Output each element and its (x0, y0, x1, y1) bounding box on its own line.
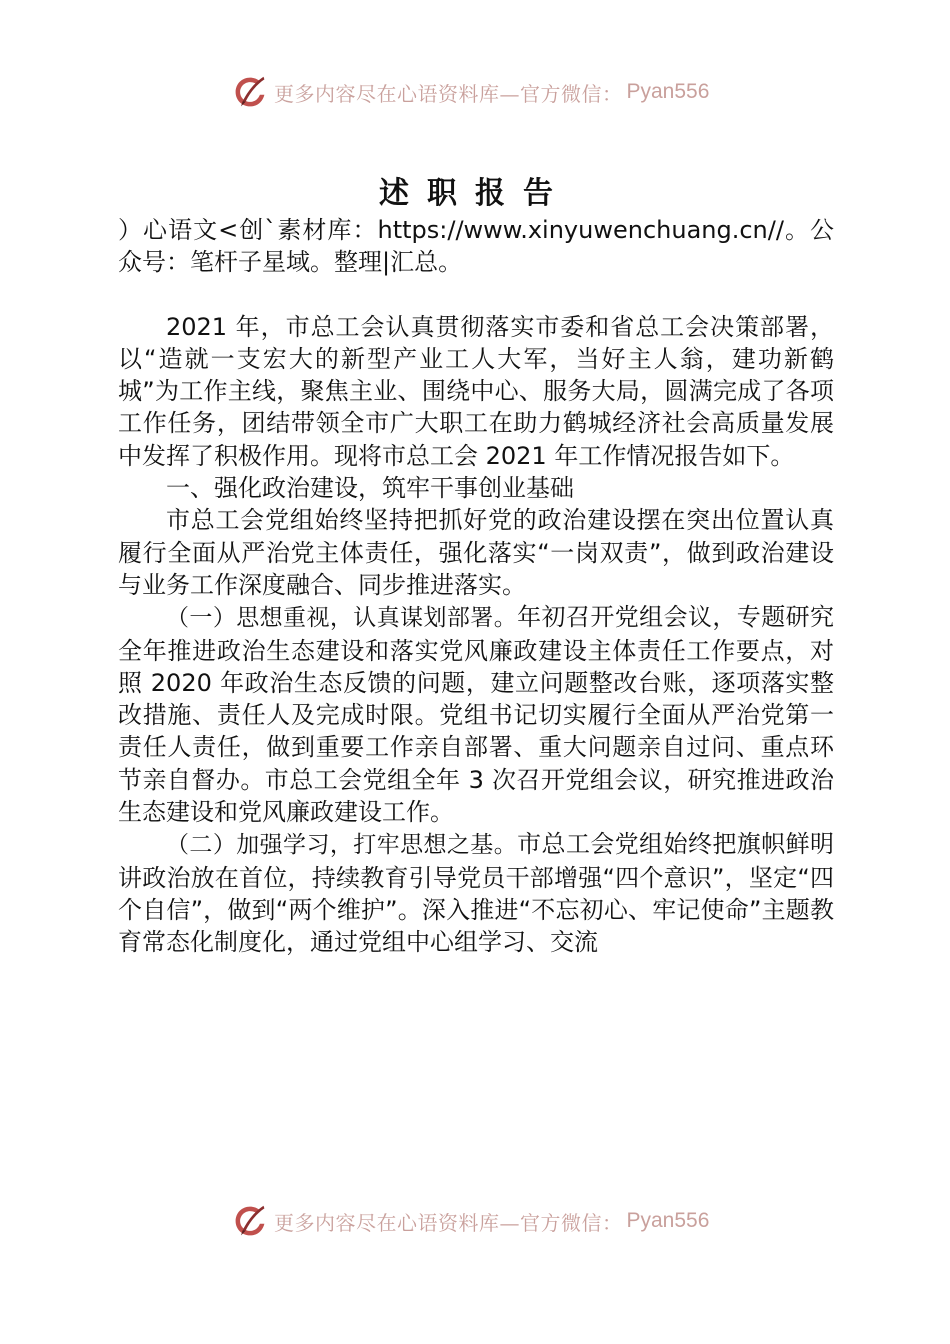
subsection-heading-1: （一）思想重视，认真谋划部署。 (166, 605, 518, 632)
document-title: 述职报告 (379, 176, 571, 211)
subsection-text-1: 年初召开党组会议，专题研究全年推进政治生态建设和落实党风廉政建设主体责任工作要点，对照 2020 年政治生态反馈的问题，建立问题整改台账，逐项落实整改措施、责任人及完成时限。党组书记切实履行全面从严治党第一责任人责任，做到重要工作亲自部署、重大问题亲自过问、重点环节亲自督办。市总工会党组全年 3 次召开党组会议，研究推进政治生态建设和党风廉政建设工作。 (118, 603, 835, 827)
quill-logo-icon (232, 1203, 268, 1239)
subsection-paragraph-1 (118, 601, 834, 828)
watermark-text: 更多内容尽在心语资料库—官方微信： (274, 1210, 623, 1235)
section-heading: 一、强化政治建设，筑牢干事创业基础 (166, 474, 574, 503)
quill-logo-icon (232, 74, 268, 110)
watermark-footer (232, 1201, 709, 1241)
document-body (118, 214, 834, 959)
subsection-heading-2: （二）加强学习，打牢思想之基。 (166, 832, 518, 859)
watermark-text: 更多内容尽在心语资料库—官方微信： (274, 81, 623, 106)
source-line: ）心语文<创`素材库：https://www.xinyuwenchuang.cn//。公众号：笔杆子星域。整理|汇总。 (118, 216, 834, 277)
section-paragraph: 市总工会党组始终坚持把抓好党的政治建设摆在突出位置认真履行全面从严治党主体责任，强化落实“一岗双责”，做到政治建设与业务工作深度融合、同步推进落实。 (118, 506, 834, 599)
watermark-wechat-id: Pyan556 (626, 1209, 710, 1232)
watermark-header (232, 72, 709, 112)
subsection-paragraph-2 (118, 828, 834, 958)
subsection-text-2: 市总工会党组始终把旗帜鲜明讲政治放在首位，持续教育引导党员干部增强“四个意识”，坚定“四个自信”，做到“两个维护”。深入推进“不忘初心、牢记使命”主题教育常态化制度化，通过党组中心组学习、交流 (118, 830, 835, 957)
intro-paragraph: 2021 年，市总工会认真贯彻落实市委和省总工会决策部署，以“造就一支宏大的新型产业工人大军，当好主人翁，建功新鹤城”为工作主线，聚焦主业、围绕中心、服务大局，圆满完成了各项工作任务，团结带领全市广大职工在助力鹤城经济社会高质量发展中发挥了积极作用。现将市总工会 2021 年工作情况报告如下。 (118, 312, 834, 470)
watermark-wechat-id: Pyan556 (626, 80, 710, 103)
